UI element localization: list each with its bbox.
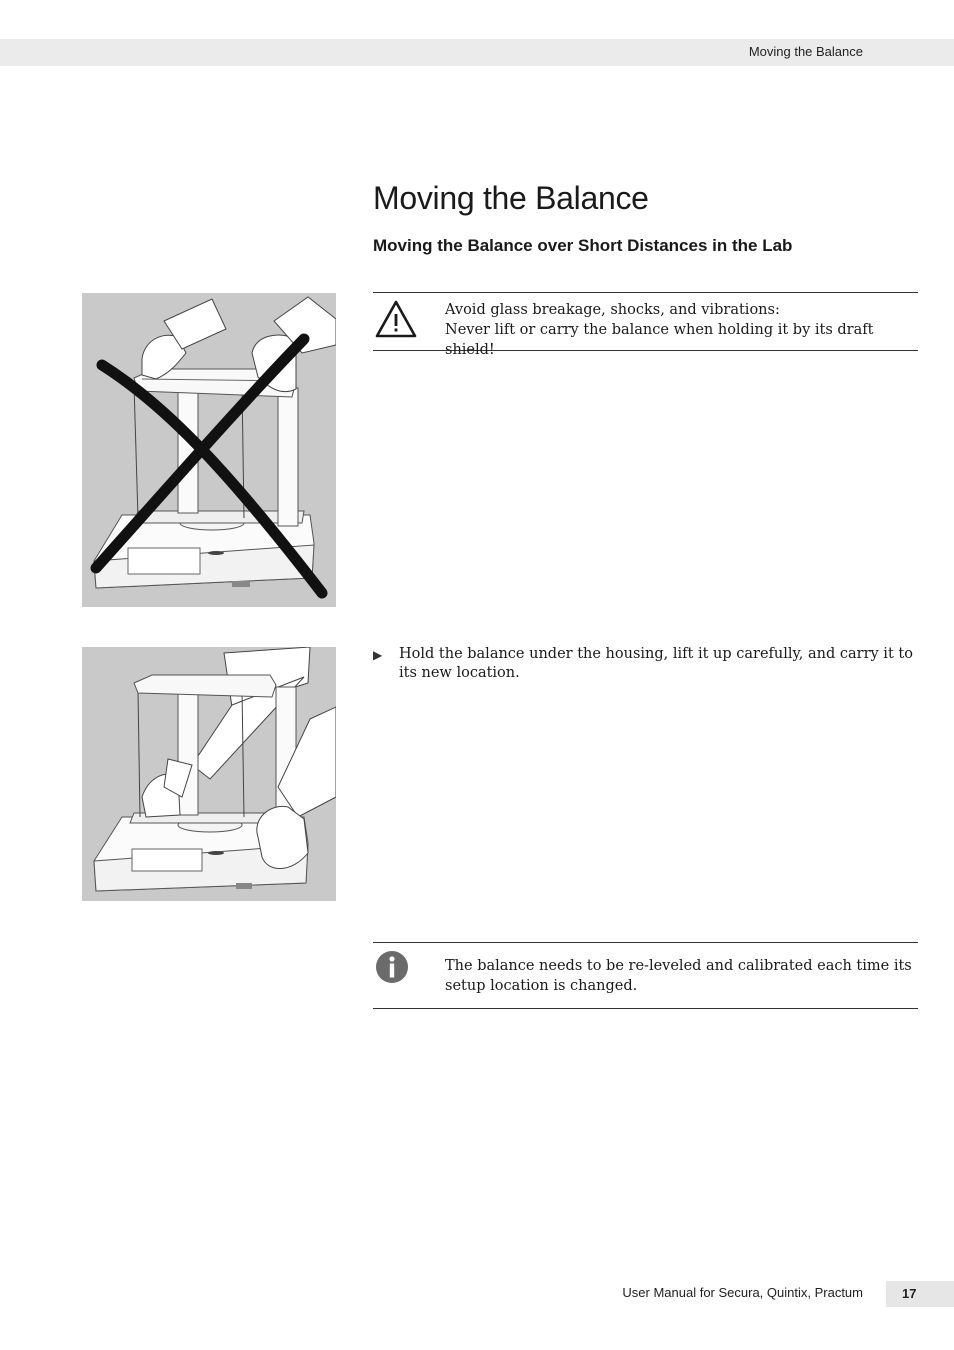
info-notice [373, 942, 918, 1009]
warning-triangle-icon [375, 299, 417, 343]
info-icon [375, 950, 411, 990]
warning-line-1: Avoid glass breakage, shocks, and vibrations: [445, 302, 780, 318]
section-heading: Moving the Balance over Short Distances in the Lab [373, 236, 793, 255]
step-bullet-icon: ▶ [373, 648, 383, 662]
step-text: Hold the balance under the housing, lift it up carefully, and carry it to its new location. [399, 646, 913, 681]
warning-line-2: Never lift or carry the balance when holding it by its draft shield! [445, 322, 874, 358]
warning-notice [373, 292, 918, 358]
page-title: Moving the Balance [373, 180, 649, 216]
page-number: 17 [902, 1286, 917, 1301]
running-header: Moving the Balance [748, 44, 863, 59]
illustration-wrong-lift [82, 293, 336, 607]
info-text: The balance needs to be re-leveled and calibrated each time its setup location is changed. [445, 958, 912, 994]
page-number-box [886, 1281, 954, 1307]
warning-text [445, 300, 918, 360]
footer-manual-title: User Manual for Secura, Quintix, Practum [622, 1285, 863, 1300]
illustration-correct-lift [82, 647, 336, 901]
page-header [0, 39, 954, 66]
instruction-step [373, 645, 918, 683]
